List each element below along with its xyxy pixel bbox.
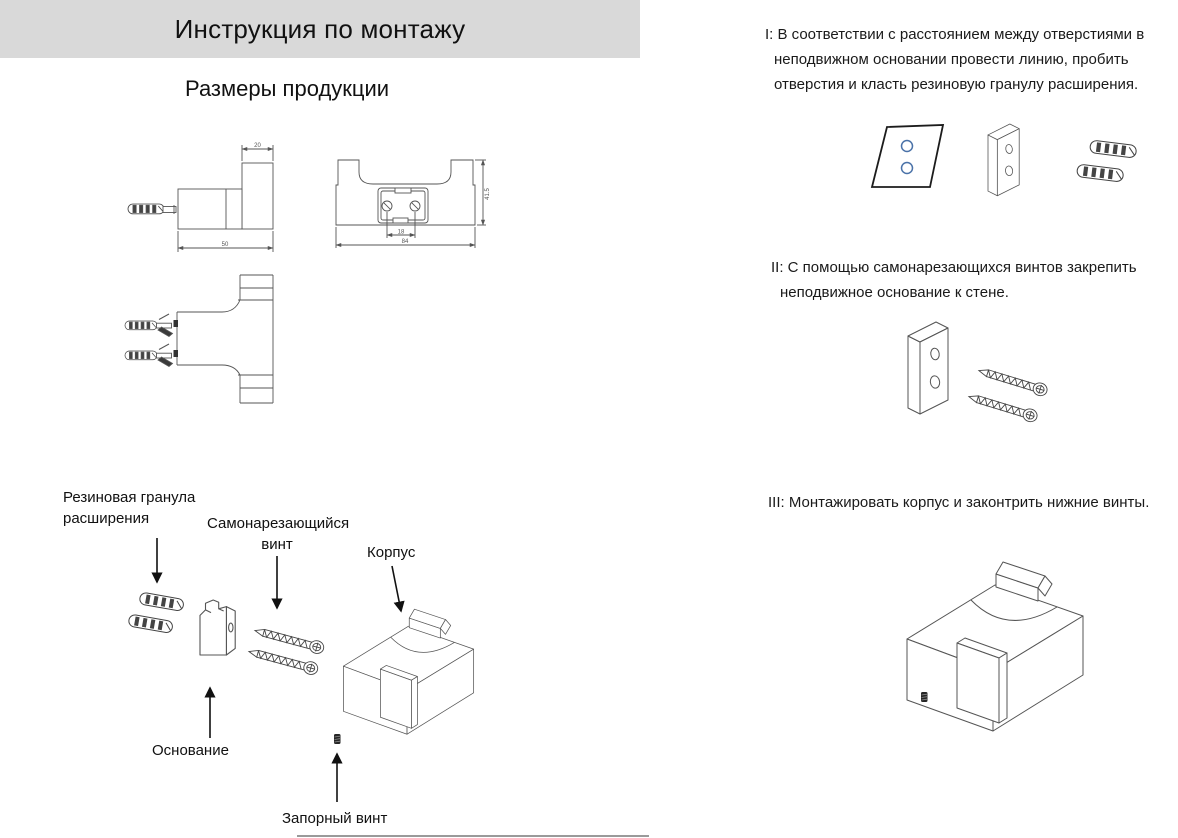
locking-screw-part: [334, 734, 341, 744]
step-3-illustration: [893, 550, 1108, 750]
rubber-plug-part: [139, 592, 184, 611]
side-view-drawing: [108, 128, 318, 263]
locking-screw-part: [921, 692, 928, 702]
dim-top-depth: 20: [254, 143, 261, 149]
rubber-plug-part: [1076, 164, 1123, 182]
step-3-text: III: Монтажировать корпус и законтрить нижние винты.: [768, 494, 1150, 511]
label-base: Основание: [152, 742, 229, 759]
front-view-drawing: [323, 146, 498, 261]
label-self-tapping-screw: Самонарезающийся винт: [207, 515, 350, 553]
label-body: Корпус: [367, 544, 416, 561]
bottom-divider-line: [297, 835, 649, 837]
step-2-text: II: С помощью самонарезающихся винтов закрепить неподвижное основание к стене.: [771, 259, 1137, 301]
dim-bottom-depth: 50: [221, 242, 229, 248]
rubber-plug-part: [1089, 140, 1136, 158]
page-title: Инструкция по монтажу: [174, 13, 466, 44]
dim-width: 84: [401, 239, 409, 245]
dim-height: 41.5: [485, 188, 491, 200]
base-plate-part: [988, 124, 1019, 196]
section-title: Размеры продукции: [185, 76, 390, 101]
section-view-drawing: [108, 273, 293, 413]
step-2-illustration: [888, 318, 1093, 458]
dim-hole-spacing: 18: [397, 229, 405, 236]
self-tapping-screw-part: [967, 391, 1039, 424]
base-plate-part: [908, 322, 948, 414]
label-locking-screw: Запорный винт: [282, 810, 388, 827]
rubber-plug-part: [128, 614, 173, 633]
step-1-illustration: [858, 116, 1153, 241]
step-1-text: I: В соответствии с расстоянием между отверстиями в неподвижном основании провести линию, пробить отверстия и класть резиновую гранулу расширения.: [765, 26, 1145, 93]
body-part: [343, 609, 473, 734]
wall-surface: [872, 125, 943, 187]
self-tapping-screw-part: [977, 365, 1049, 398]
drill-hole: [902, 163, 913, 174]
header-bar: [0, 0, 640, 58]
self-tapping-screw-part: [253, 624, 325, 655]
self-tapping-screw-part: [247, 645, 319, 676]
body-part: [907, 562, 1083, 731]
drill-hole: [902, 141, 913, 152]
base-part: [200, 600, 235, 655]
label-rubber-plug: Резиновая гранула расширения: [63, 489, 196, 527]
